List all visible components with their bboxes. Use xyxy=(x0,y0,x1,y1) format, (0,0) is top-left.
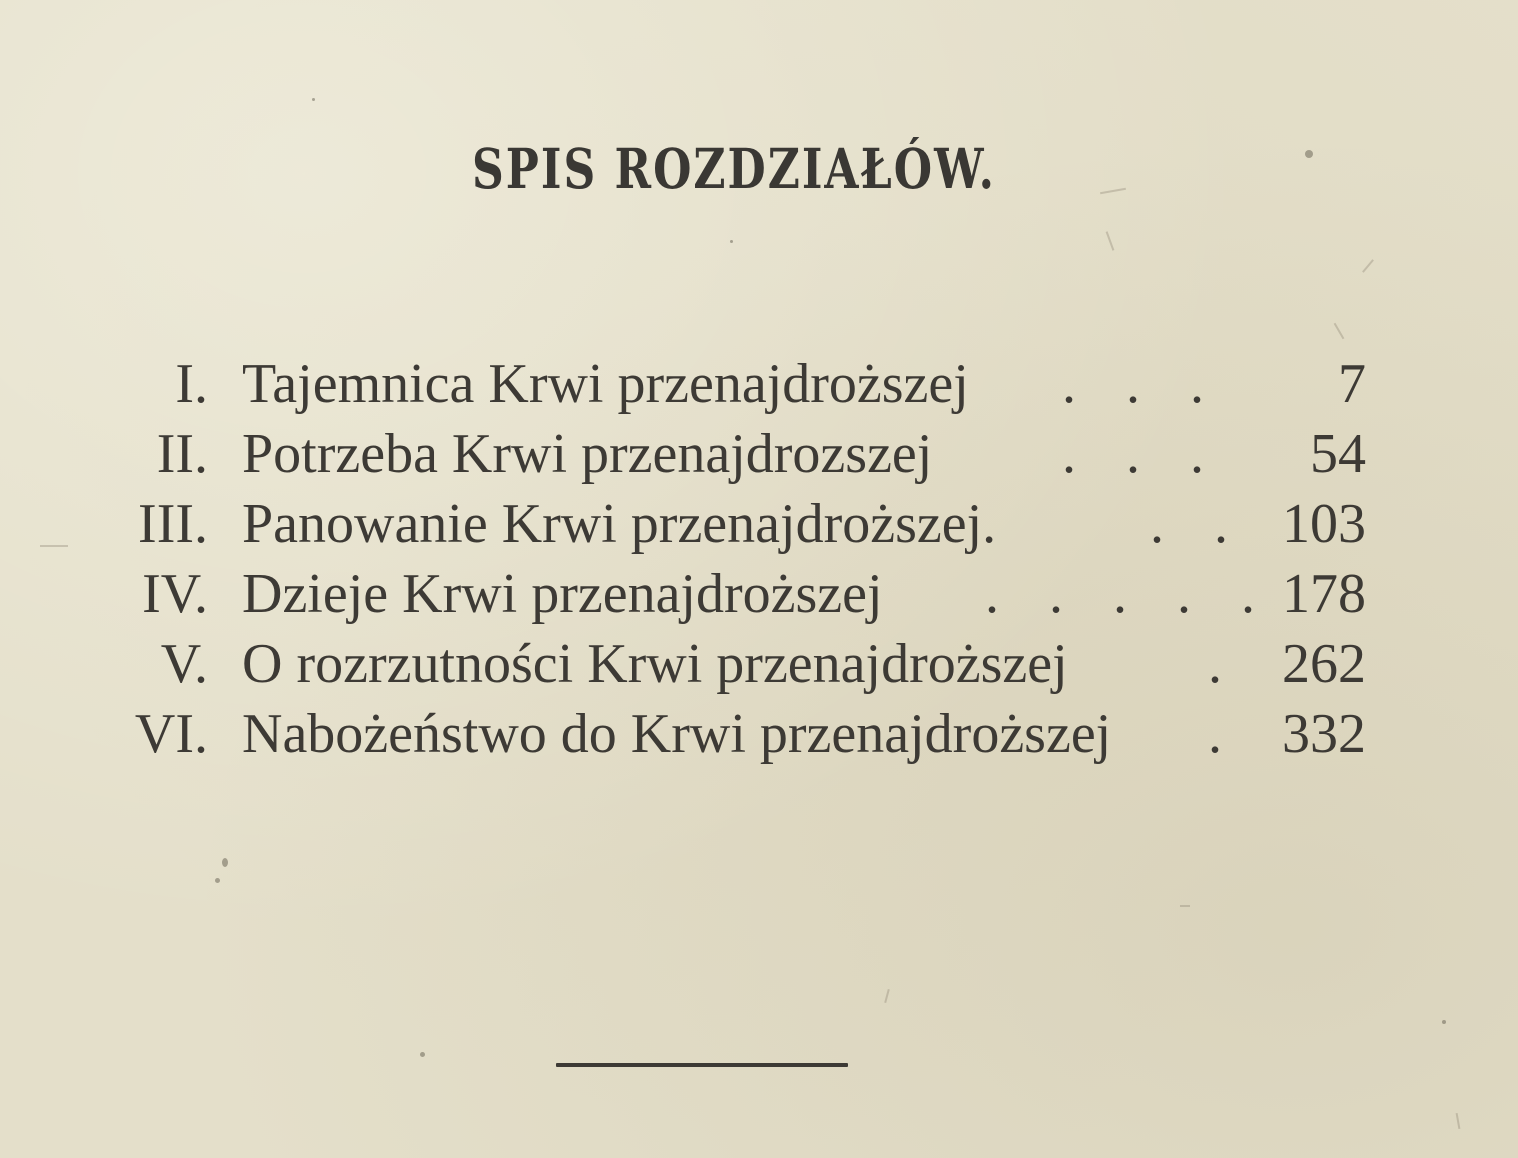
dot-leader: . . . . . xyxy=(985,563,1273,625)
chapter-title: Potrzeba Krwi przenajdrozszej xyxy=(242,423,933,485)
chapter-numeral: III. xyxy=(138,493,208,555)
dot-leader: . . . xyxy=(1062,353,1222,415)
chapter-numeral: VI. xyxy=(134,703,208,765)
chapter-title: O rozrzutności Krwi przenajdroższej xyxy=(242,633,1068,695)
page-number: 103 xyxy=(1282,493,1366,555)
page-number: 7 xyxy=(1338,353,1366,415)
paper-speck xyxy=(222,858,228,867)
toc-row xyxy=(0,560,1518,628)
toc-row xyxy=(0,420,1518,488)
chapter-numeral: II. xyxy=(156,423,208,485)
chapter-title: Nabożeństwo do Krwi przenajdroższej xyxy=(242,703,1112,765)
chapter-numeral: V. xyxy=(160,633,208,695)
paper-speck xyxy=(730,240,733,243)
toc-row xyxy=(0,350,1518,418)
chapter-title: Tajemnica Krwi przenajdroższej xyxy=(242,353,969,415)
page-number: 54 xyxy=(1310,423,1366,485)
page-number: 178 xyxy=(1282,563,1366,625)
chapter-numeral: I. xyxy=(175,353,208,415)
paper-fiber xyxy=(884,989,890,1003)
page-number: 332 xyxy=(1282,703,1366,765)
paper-speck xyxy=(1442,1020,1446,1024)
paper-speck xyxy=(420,1052,425,1057)
paper-speck xyxy=(215,878,220,883)
dot-leader: . xyxy=(1208,703,1240,765)
chapter-numeral: IV. xyxy=(142,563,208,625)
toc-row xyxy=(0,700,1518,768)
toc-row xyxy=(0,490,1518,558)
page-title: SPIS ROZDZIAŁÓW. xyxy=(472,138,996,202)
paper-fiber xyxy=(1106,231,1115,250)
paper-fiber xyxy=(1334,323,1345,340)
chapter-title: Dzieje Krwi przenajdroższej xyxy=(242,563,883,625)
paper-fiber xyxy=(1180,905,1190,907)
page-number: 262 xyxy=(1282,633,1366,695)
end-rule xyxy=(556,1063,848,1067)
paper-speck xyxy=(312,98,315,101)
toc-row xyxy=(0,630,1518,698)
dot-leader: . . . xyxy=(1062,423,1222,485)
dot-leader: . xyxy=(1208,633,1240,695)
dot-leader: . . xyxy=(1150,493,1246,555)
paper-fiber xyxy=(1362,259,1374,273)
paper-fiber xyxy=(1456,1113,1461,1129)
chapter-title: Panowanie Krwi przenajdroższej. xyxy=(242,493,997,555)
